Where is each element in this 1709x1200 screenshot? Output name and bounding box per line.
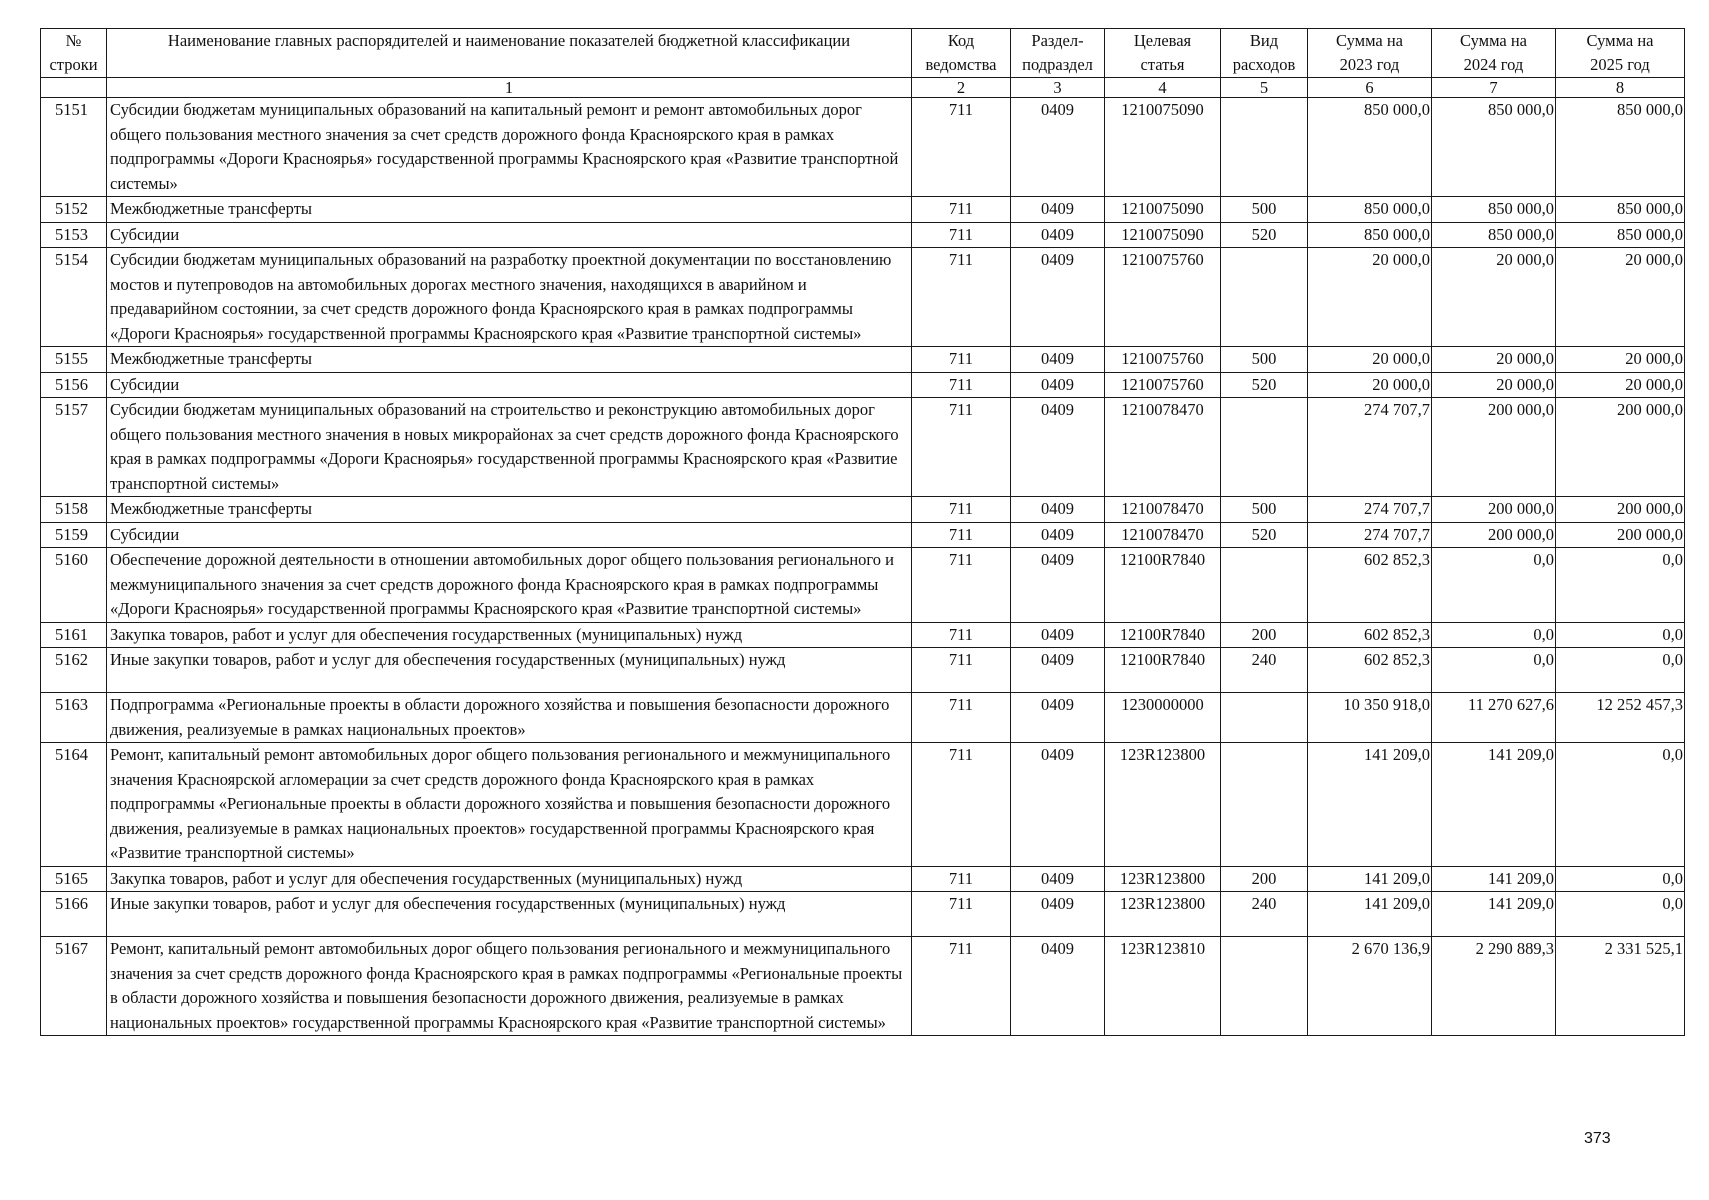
row-number: 5156 xyxy=(41,372,107,398)
row-target: 1210078470 xyxy=(1105,398,1221,497)
row-sum-2025: 0,0 xyxy=(1556,743,1685,867)
row-expense-type: 200 xyxy=(1221,622,1308,648)
row-expense-type xyxy=(1221,743,1308,867)
table-row xyxy=(41,622,1685,648)
column-number: 6 xyxy=(1308,78,1432,98)
row-sum-2024: 0,0 xyxy=(1432,648,1556,693)
row-section: 0409 xyxy=(1011,892,1105,937)
row-sum-2023: 2 670 136,9 xyxy=(1308,937,1432,1036)
row-sum-2024: 850 000,0 xyxy=(1432,222,1556,248)
row-name: Иные закупки товаров, работ и услуг для обеспечения государственных (муниципальных) нужд xyxy=(107,648,912,693)
row-section: 0409 xyxy=(1011,222,1105,248)
row-target: 1210075760 xyxy=(1105,372,1221,398)
row-dept-code: 711 xyxy=(912,347,1011,373)
row-name: Субсидии xyxy=(107,222,912,248)
table-row xyxy=(41,743,1685,867)
row-dept-code: 711 xyxy=(912,372,1011,398)
row-sum-2025: 0,0 xyxy=(1556,648,1685,693)
row-sum-2024: 20 000,0 xyxy=(1432,372,1556,398)
row-dept-code: 711 xyxy=(912,622,1011,648)
table-row xyxy=(41,522,1685,548)
row-sum-2023: 274 707,7 xyxy=(1308,398,1432,497)
column-number: 4 xyxy=(1105,78,1221,98)
row-sum-2025: 0,0 xyxy=(1556,548,1685,623)
row-sum-2023: 141 209,0 xyxy=(1308,892,1432,937)
row-name: Межбюджетные трансферты xyxy=(107,497,912,523)
header-name: Наименование главных распорядителей и наименование показателей бюджетной классификации xyxy=(107,29,912,78)
row-sum-2024: 20 000,0 xyxy=(1432,347,1556,373)
row-expense-type: 520 xyxy=(1221,522,1308,548)
row-number: 5151 xyxy=(41,98,107,197)
row-target: 1230000000 xyxy=(1105,693,1221,743)
row-name: Подпрограмма «Региональные проекты в области дорожного хозяйства и повышения безопасности дорожного движения, реализуемые в рамках национальных проектов» xyxy=(107,693,912,743)
row-sum-2023: 274 707,7 xyxy=(1308,522,1432,548)
row-sum-2025: 200 000,0 xyxy=(1556,522,1685,548)
row-target: 1210075760 xyxy=(1105,347,1221,373)
row-section: 0409 xyxy=(1011,347,1105,373)
row-sum-2025: 12 252 457,3 xyxy=(1556,693,1685,743)
row-target: 1210075090 xyxy=(1105,222,1221,248)
row-sum-2025: 850 000,0 xyxy=(1556,222,1685,248)
row-section: 0409 xyxy=(1011,648,1105,693)
row-expense-type xyxy=(1221,398,1308,497)
row-dept-code: 711 xyxy=(912,98,1011,197)
row-number: 5166 xyxy=(41,892,107,937)
header-section: Раздел-подраздел xyxy=(1011,29,1105,78)
header-sum-2025: Сумма на 2025 год xyxy=(1556,29,1685,78)
table-row xyxy=(41,548,1685,623)
row-name: Субсидии бюджетам муниципальных образований на строительство и реконструкцию автомобильных дорог общего пользования местного значения в новых микрорайонах за счет средств дорожного фонда Красноярского края в рамках подпрограммы «Дороги Красноярья» государственной программы Красноярского края «Развитие транспортной системы» xyxy=(107,398,912,497)
table-row xyxy=(41,892,1685,937)
row-section: 0409 xyxy=(1011,248,1105,347)
row-name: Субсидии xyxy=(107,372,912,398)
row-sum-2023: 20 000,0 xyxy=(1308,347,1432,373)
row-sum-2024: 11 270 627,6 xyxy=(1432,693,1556,743)
row-number: 5154 xyxy=(41,248,107,347)
row-dept-code: 711 xyxy=(912,248,1011,347)
row-target: 1210078470 xyxy=(1105,497,1221,523)
row-expense-type: 240 xyxy=(1221,892,1308,937)
column-number: 5 xyxy=(1221,78,1308,98)
row-sum-2024: 141 209,0 xyxy=(1432,892,1556,937)
header-row xyxy=(41,29,1685,78)
row-expense-type xyxy=(1221,937,1308,1036)
row-number: 5165 xyxy=(41,866,107,892)
row-sum-2024: 0,0 xyxy=(1432,622,1556,648)
row-target: 12100R7840 xyxy=(1105,622,1221,648)
row-sum-2025: 850 000,0 xyxy=(1556,197,1685,223)
row-dept-code: 711 xyxy=(912,548,1011,623)
row-name: Обеспечение дорожной деятельности в отношении автомобильных дорог общего пользования регионального и межмуниципального значения за счет средств дорожного фонда Красноярского края в рамках подпрограммы «Дороги Красноярья» государственной программы Красноярского края «Развитие транспортной системы» xyxy=(107,548,912,623)
row-number: 5160 xyxy=(41,548,107,623)
row-number: 5167 xyxy=(41,937,107,1036)
row-name: Субсидии xyxy=(107,522,912,548)
row-sum-2023: 10 350 918,0 xyxy=(1308,693,1432,743)
row-expense-type: 520 xyxy=(1221,222,1308,248)
row-dept-code: 711 xyxy=(912,743,1011,867)
row-expense-type xyxy=(1221,693,1308,743)
row-section: 0409 xyxy=(1011,98,1105,197)
row-expense-type: 520 xyxy=(1221,372,1308,398)
row-dept-code: 711 xyxy=(912,197,1011,223)
row-target: 1210075760 xyxy=(1105,248,1221,347)
row-sum-2023: 602 852,3 xyxy=(1308,548,1432,623)
table-row xyxy=(41,372,1685,398)
row-expense-type: 240 xyxy=(1221,648,1308,693)
row-dept-code: 711 xyxy=(912,892,1011,937)
row-sum-2025: 0,0 xyxy=(1556,866,1685,892)
row-section: 0409 xyxy=(1011,937,1105,1036)
header-target: Целевая статья xyxy=(1105,29,1221,78)
row-name: Субсидии бюджетам муниципальных образований на капитальный ремонт и ремонт автомобильных дорог общего пользования местного значения за счет средств дорожного фонда Красноярского края в рамках подпрограммы «Дороги Красноярья» государственной программы Красноярского края «Развитие транспортной системы» xyxy=(107,98,912,197)
row-section: 0409 xyxy=(1011,197,1105,223)
row-sum-2024: 0,0 xyxy=(1432,548,1556,623)
table-row xyxy=(41,222,1685,248)
row-name: Закупка товаров, работ и услуг для обеспечения государственных (муниципальных) нужд xyxy=(107,622,912,648)
row-target: 12100R7840 xyxy=(1105,648,1221,693)
row-sum-2023: 20 000,0 xyxy=(1308,372,1432,398)
row-sum-2023: 850 000,0 xyxy=(1308,222,1432,248)
row-name: Иные закупки товаров, работ и услуг для обеспечения государственных (муниципальных) нужд xyxy=(107,892,912,937)
column-number: 2 xyxy=(912,78,1011,98)
row-expense-type xyxy=(1221,98,1308,197)
row-number: 5161 xyxy=(41,622,107,648)
row-sum-2025: 20 000,0 xyxy=(1556,347,1685,373)
row-section: 0409 xyxy=(1011,622,1105,648)
row-sum-2023: 20 000,0 xyxy=(1308,248,1432,347)
row-sum-2025: 20 000,0 xyxy=(1556,372,1685,398)
row-name: Ремонт, капитальный ремонт автомобильных дорог общего пользования регионального и межмуниципального значения за счет средств дорожного фонда Красноярского края в рамках подпрограммы «Региональные проекты в области дорожного хозяйства и повышения безопасности дорожного движения, реализуемые в рамках национальных проектов» государственной программы Красноярского края «Развитие транспортной системы» xyxy=(107,937,912,1036)
row-name: Ремонт, капитальный ремонт автомобильных дорог общего пользования регионального и межмуниципального значения Красноярской агломерации за счет средств дорожного фонда Красноярского края в рамках подпрограммы «Региональные проекты в области дорожного хозяйства и повышения безопасности дорожного движения, реализуемые в рамках национальных проектов» государственной программы Красноярского края «Развитие транспортной системы» xyxy=(107,743,912,867)
row-dept-code: 711 xyxy=(912,866,1011,892)
row-expense-type xyxy=(1221,248,1308,347)
table-row xyxy=(41,497,1685,523)
row-sum-2024: 20 000,0 xyxy=(1432,248,1556,347)
row-sum-2025: 200 000,0 xyxy=(1556,398,1685,497)
row-sum-2023: 141 209,0 xyxy=(1308,743,1432,867)
column-number: 8 xyxy=(1556,78,1685,98)
row-sum-2024: 200 000,0 xyxy=(1432,522,1556,548)
table-row xyxy=(41,866,1685,892)
row-name: Закупка товаров, работ и услуг для обеспечения государственных (муниципальных) нужд xyxy=(107,866,912,892)
table-row xyxy=(41,98,1685,197)
table-body xyxy=(41,98,1685,1036)
header-row-no: № строки xyxy=(41,29,107,78)
row-sum-2023: 850 000,0 xyxy=(1308,197,1432,223)
row-sum-2024: 200 000,0 xyxy=(1432,497,1556,523)
row-section: 0409 xyxy=(1011,497,1105,523)
column-number xyxy=(41,78,107,98)
row-number: 5158 xyxy=(41,497,107,523)
row-sum-2025: 0,0 xyxy=(1556,622,1685,648)
row-number: 5155 xyxy=(41,347,107,373)
row-target: 1210078470 xyxy=(1105,522,1221,548)
header-sum-2024: Сумма на 2024 год xyxy=(1432,29,1556,78)
row-number: 5159 xyxy=(41,522,107,548)
header-expense-type: Вид расходов xyxy=(1221,29,1308,78)
header-sum-2023: Сумма на 2023 год xyxy=(1308,29,1432,78)
row-dept-code: 711 xyxy=(912,522,1011,548)
row-name: Межбюджетные трансферты xyxy=(107,347,912,373)
row-sum-2023: 274 707,7 xyxy=(1308,497,1432,523)
column-number: 1 xyxy=(107,78,912,98)
row-sum-2024: 850 000,0 xyxy=(1432,98,1556,197)
row-sum-2023: 602 852,3 xyxy=(1308,648,1432,693)
row-sum-2025: 850 000,0 xyxy=(1556,98,1685,197)
table-row xyxy=(41,937,1685,1036)
row-sum-2025: 20 000,0 xyxy=(1556,248,1685,347)
table-row xyxy=(41,398,1685,497)
row-target: 12100R7840 xyxy=(1105,548,1221,623)
row-sum-2023: 850 000,0 xyxy=(1308,98,1432,197)
budget-table xyxy=(40,28,1685,1036)
row-number: 5162 xyxy=(41,648,107,693)
row-dept-code: 711 xyxy=(912,648,1011,693)
column-number: 3 xyxy=(1011,78,1105,98)
row-sum-2025: 0,0 xyxy=(1556,892,1685,937)
row-expense-type: 200 xyxy=(1221,866,1308,892)
table-row xyxy=(41,648,1685,693)
row-section: 0409 xyxy=(1011,866,1105,892)
page-number: 373 xyxy=(1584,1130,1611,1147)
row-section: 0409 xyxy=(1011,398,1105,497)
row-number: 5152 xyxy=(41,197,107,223)
row-dept-code: 711 xyxy=(912,398,1011,497)
row-section: 0409 xyxy=(1011,522,1105,548)
table-row xyxy=(41,248,1685,347)
row-target: 123R123800 xyxy=(1105,892,1221,937)
row-sum-2023: 141 209,0 xyxy=(1308,866,1432,892)
row-dept-code: 711 xyxy=(912,222,1011,248)
row-target: 123R123800 xyxy=(1105,743,1221,867)
row-sum-2024: 141 209,0 xyxy=(1432,743,1556,867)
row-target: 1210075090 xyxy=(1105,98,1221,197)
row-dept-code: 711 xyxy=(912,937,1011,1036)
row-number: 5157 xyxy=(41,398,107,497)
row-section: 0409 xyxy=(1011,693,1105,743)
table-row xyxy=(41,693,1685,743)
row-sum-2024: 141 209,0 xyxy=(1432,866,1556,892)
row-dept-code: 711 xyxy=(912,497,1011,523)
row-name: Межбюджетные трансферты xyxy=(107,197,912,223)
row-expense-type: 500 xyxy=(1221,497,1308,523)
row-dept-code: 711 xyxy=(912,693,1011,743)
row-target: 123R123810 xyxy=(1105,937,1221,1036)
row-sum-2025: 2 331 525,1 xyxy=(1556,937,1685,1036)
row-sum-2023: 602 852,3 xyxy=(1308,622,1432,648)
row-expense-type: 500 xyxy=(1221,347,1308,373)
row-sum-2024: 2 290 889,3 xyxy=(1432,937,1556,1036)
row-sum-2024: 200 000,0 xyxy=(1432,398,1556,497)
header-dept-code: Код ведомства xyxy=(912,29,1011,78)
column-numbers-row xyxy=(41,78,1685,98)
table-row xyxy=(41,197,1685,223)
row-section: 0409 xyxy=(1011,548,1105,623)
table-row xyxy=(41,347,1685,373)
row-target: 1210075090 xyxy=(1105,197,1221,223)
row-expense-type: 500 xyxy=(1221,197,1308,223)
row-number: 5164 xyxy=(41,743,107,867)
row-sum-2024: 850 000,0 xyxy=(1432,197,1556,223)
row-number: 5163 xyxy=(41,693,107,743)
row-section: 0409 xyxy=(1011,743,1105,867)
row-name: Субсидии бюджетам муниципальных образований на разработку проектной документации по восстановлению мостов и путепроводов на автомобильных дорогах местного значения, находящихся в аварийном и предаварийном состоянии, за счет средств дорожного фонда Красноярского края в рамках подпрограммы «Дороги Красноярья» государственной программы Красноярского края «Развитие транспортной системы» xyxy=(107,248,912,347)
row-target: 123R123800 xyxy=(1105,866,1221,892)
row-sum-2025: 200 000,0 xyxy=(1556,497,1685,523)
column-number: 7 xyxy=(1432,78,1556,98)
row-section: 0409 xyxy=(1011,372,1105,398)
row-expense-type xyxy=(1221,548,1308,623)
row-number: 5153 xyxy=(41,222,107,248)
